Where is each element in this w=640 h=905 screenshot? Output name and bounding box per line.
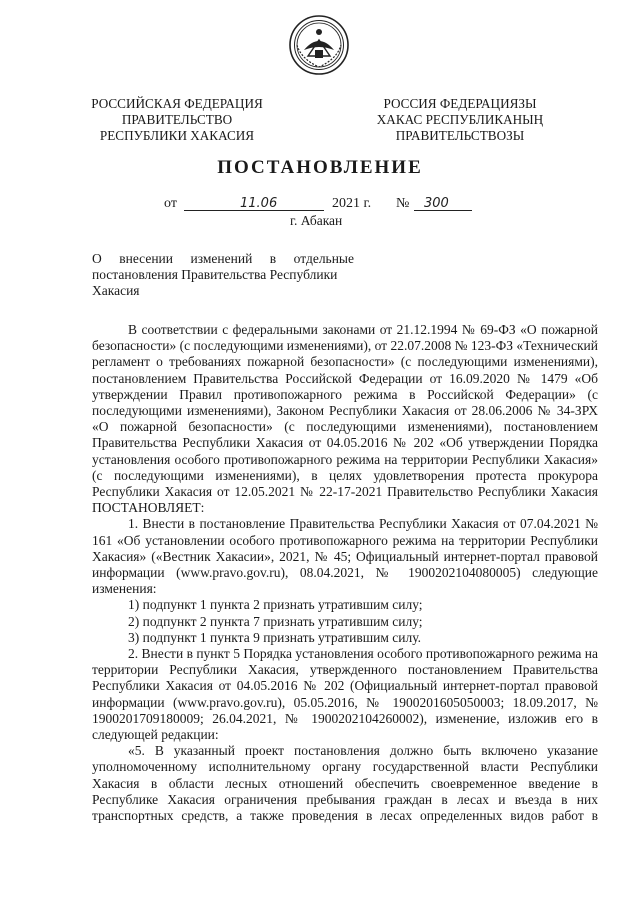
coat-of-arms-emblem: [288, 14, 350, 76]
number-sign: №: [396, 196, 410, 211]
city-name: г. Абакан: [290, 213, 343, 228]
header-right-line: ПРАВИТЕЛЬСТВОЗЫ: [395, 128, 525, 143]
item-2-paragraph: 2. Внести в пункт 5 Порядка установления особого противопожарного режима на территории Республики Хакасия, утвержденного постановлением Правительства Республики Хакасия от 04.05.2016 № 202 (Официальный интернет-портал правовой информации (www.pravo.gov.ru), 05.05.2016, № 1900201605050003; 18.09.2017, № 1900201709180009; 26.04.2021, № 1900202104260002), изменение, изложив его в следующей редакции:: [92, 646, 598, 743]
header-right-line: ХАКАС РЕСПУБЛИКАНЫҢ: [376, 112, 544, 127]
document-body: [92, 322, 598, 824]
header-left-block: [72, 96, 282, 144]
date-underline: [184, 196, 324, 211]
handwritten-number: 300: [424, 196, 449, 211]
subject-line: постановления Правительства Республики: [92, 267, 338, 282]
subitem-3: 3) подпункт 1 пункта 9 признать утратившим силу.: [128, 629, 421, 645]
resolves-word: ПОСТАНОВЛЯЕТ:: [92, 500, 205, 516]
subitem-2: 2) подпункт 2 пункта 7 признать утратившим силу;: [128, 613, 423, 629]
number-underline: [414, 196, 472, 211]
subject-line: Хакасия: [92, 283, 140, 298]
subitem-1: 1) подпункт 1 пункта 2 признать утратившим силу;: [128, 597, 423, 613]
header-left-line: ПРАВИТЕЛЬСТВО: [121, 112, 233, 127]
subject-line: О внесении изменений в отдельные: [92, 251, 354, 266]
header-left-line: РОССИЙСКАЯ ФЕДЕРАЦИЯ: [91, 96, 263, 111]
item-1-paragraph: 1. Внести в постановление Правительства Республики Хакасия от 07.04.2021 № 161 «Об установлении особого противопожарного режима на территории Республики Хакасия» («Вестник Хакасии», 2021, № 45; Официальный интернет-портал правовой информации (www.pravo.gov.ru), 08.04.2021, № 1900202104080005) следующие изменения:: [92, 516, 598, 597]
quoted-paragraph: «5. В указанный проект постановления должно быть включено указание уполномоченному исполнительному органу государственной власти Республики Хакасия в области лесных отношений обеспечить своевременное введение в Республике Хакасия ограничения пребывания граждан в лесах и въезда в них транспортных средств, а также проведения в лесах определенных видов работ в: [92, 743, 598, 824]
preamble-paragraph: В соответствии с федеральными законами от 21.12.1994 № 69-ФЗ «О пожарной безопасности» (с последующими изменениями), от 22.07.2008 № 123-ФЗ «Технический регламент о требованиях пожарной безопасности» (с последующими изменениями), постановлением Правительства Российской Федерации от 16.09.2020 № 1479 «Об утверждении Правил противопожарного режима в Российской Федерации» (с последующими изменениями), Законом Республики Хакасия от 28.06.2006 № 34-ЗРХ «О пожарной безопасности» (с последующими изменениями), постановлением Правительства Республики Хакасия от 04.05.2016 № 202 «Об утверждении Порядка установления особого противопожарного режима на территории Республики Хакасия» (с последующими изменениями), в целях удовлетворения протеста прокурора Республики Хакасия от 12.05.2021 № 22-17-2021 Правительство Республики Хакасия: [92, 322, 598, 500]
header-right-line: РОССИЯ ФЕДЕРАЦИЯЗЫ: [383, 96, 537, 111]
header-right-block: [352, 96, 568, 144]
date-prefix: от: [164, 196, 177, 211]
date-number-line: [164, 196, 494, 214]
subject-block: [92, 251, 354, 299]
header-left-line: РЕСПУБЛИКИ ХАКАСИЯ: [99, 128, 255, 143]
document-title: ПОСТАНОВЛЕНИЕ: [217, 157, 423, 178]
year-text: 2021 г.: [332, 196, 372, 211]
handwritten-date: 11.06: [240, 196, 278, 211]
